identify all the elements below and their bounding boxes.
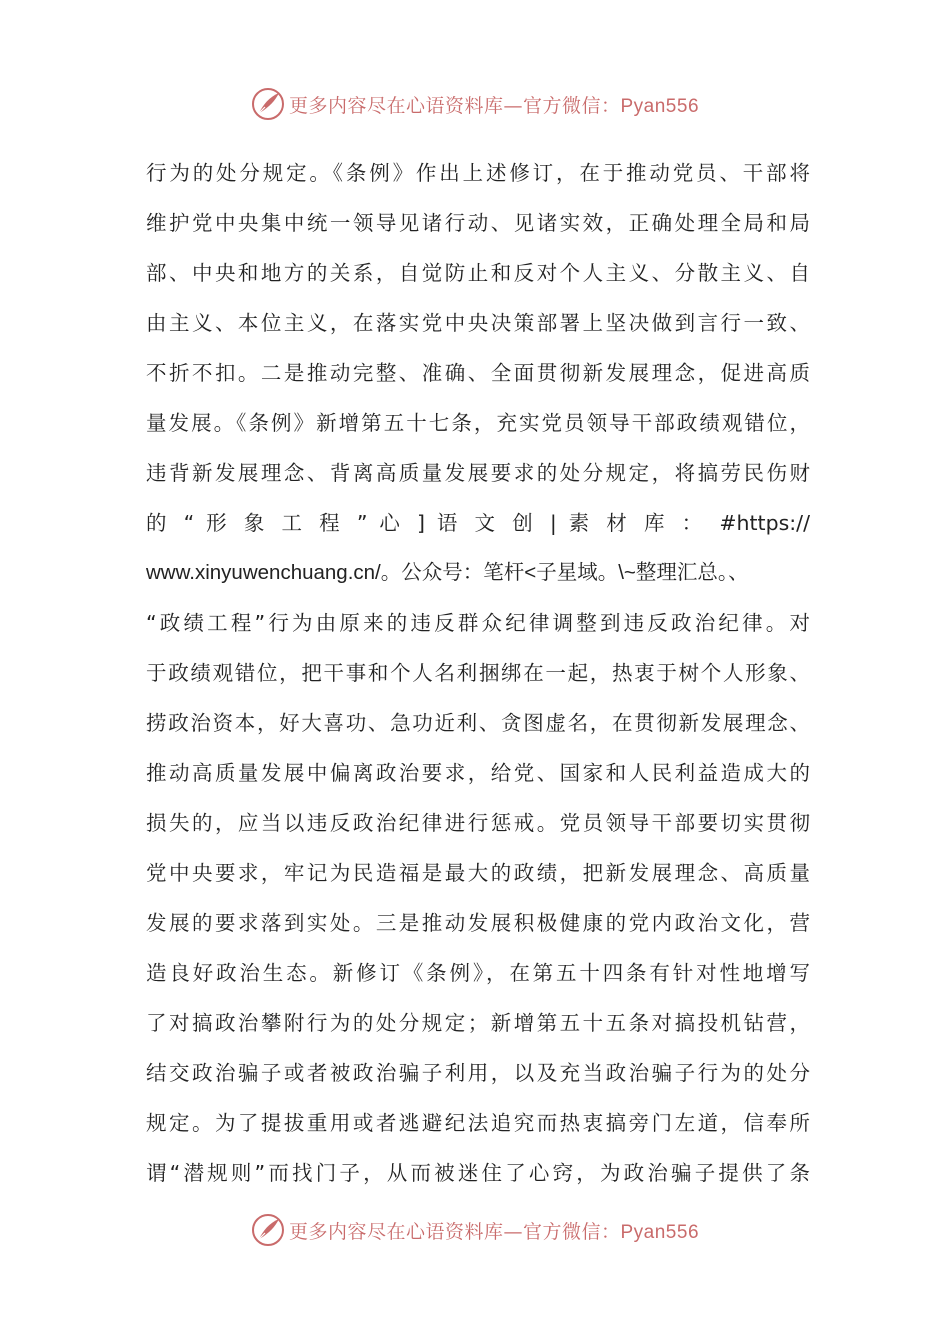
- header-banner-text: [289, 91, 699, 118]
- quill-logo-icon: [251, 1213, 285, 1247]
- body-line: “政绩工程”行为由原来的违反群众纪律调整到违反政治纪律。对: [146, 611, 810, 635]
- footer-banner-separator: —: [503, 1220, 523, 1243]
- body-line: 捞政治资本，好大喜功、急功近利、贪图虚名，在贯彻新发展理念、: [146, 711, 810, 735]
- footer-banner-suffix: 官方微信：: [522, 1220, 621, 1243]
- body-line: 部、中央和地方的关系，自觉防止和反对个人主义、分散主义、自: [146, 261, 810, 285]
- body-line: 量发展。《条例》新增第五十七条，充实党员领导干部政绩观错位，: [146, 411, 810, 435]
- body-line: 损失的，应当以违反政治纪律进行惩戒。党员领导干部要切实贯彻: [146, 811, 810, 835]
- body-line: 造良好政治生态。新修订《条例》，在第五十四条有针对性地增写: [146, 961, 810, 985]
- header-wechat-id: Pyan556: [620, 95, 700, 117]
- body-line: 违背新发展理念、背离高质量发展要求的处分规定，将搞劳民伤财: [146, 461, 810, 485]
- body-line: 谓“潜规则”而找门子，从而被迷住了心窍，为政治骗子提供了条: [146, 1161, 810, 1185]
- footer-banner-text: [289, 1217, 699, 1244]
- body-line: 于政绩观错位，把干事和个人名利捆绑在一起，热衷于树个人形象、: [146, 661, 810, 685]
- footer-banner: [0, 1210, 950, 1250]
- body-line: 党中央要求，牢记为民造福是最大的政绩，把新发展理念、高质量: [146, 861, 810, 885]
- footer-wechat-id: Pyan556: [620, 1221, 700, 1243]
- body-line: 结交政治骗子或者被政治骗子利用，以及充当政治骗子行为的处分: [146, 1061, 810, 1085]
- body-line: 推动高质量发展中偏离政治要求，给党、国家和人民利益造成大的: [146, 761, 810, 785]
- document-body: [146, 148, 810, 1198]
- body-line-url: www.xinyuwenchuang.cn/。公众号：笔杆<子星域。\~整理汇总。、: [146, 561, 749, 584]
- body-line: 发展的要求落到实处。三是推动发展积极健康的党内政治文化，营: [146, 911, 810, 935]
- body-line: 了对搞政治攀附行为的处分规定；新增第五十五条对搞投机钻营，: [146, 1011, 810, 1035]
- body-line: 行为的处分规定。《条例》作出上述修订，在于推动党员、干部将: [146, 161, 810, 185]
- body-line: 维护党中央集中统一领导见诸行动、见诸实效，正确处理全局和局: [146, 211, 810, 235]
- header-banner-separator: —: [503, 94, 523, 117]
- quill-logo-icon: [251, 87, 285, 121]
- body-line: 不折不扣。二是推动完整、准确、全面贯彻新发展理念，促进高质: [146, 361, 810, 385]
- body-line: 规定。为了提拔重用或者逃避纪法追究而热衷搞旁门左道，信奉所: [146, 1111, 810, 1135]
- body-line-watermark: 的 “ 形 象 工 程 ” 心 ] 语 文 创 | 素 材 库 ： #https://: [146, 511, 810, 535]
- header-banner-title: 更多内容尽在心语资料库: [288, 94, 504, 117]
- header-banner-suffix: 官方微信：: [522, 94, 621, 117]
- body-line: 由主义、本位主义，在落实党中央决策部署上坚决做到言行一致、: [146, 311, 810, 335]
- footer-banner-title: 更多内容尽在心语资料库: [288, 1220, 504, 1243]
- header-banner: [0, 84, 950, 124]
